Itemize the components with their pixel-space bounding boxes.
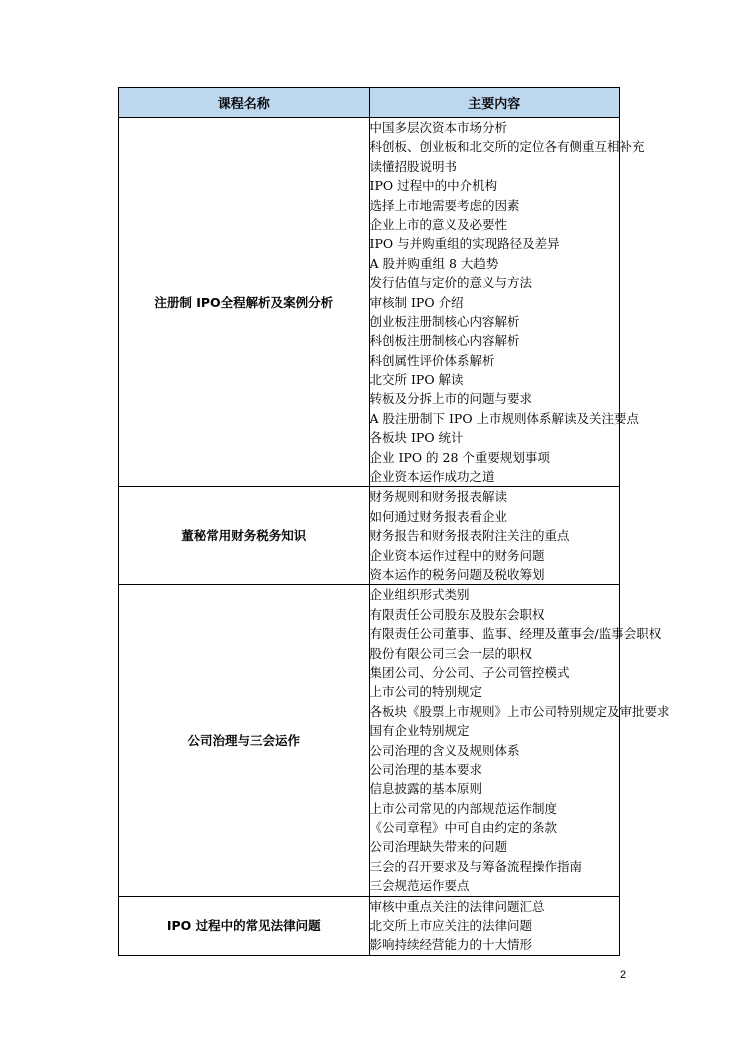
list-item: IPO 与并购重组的实现路径及差异: [369, 236, 560, 252]
list-item: 企业上市的意义及必要性: [369, 216, 508, 232]
list-item: 科创板注册制核心内容解析: [369, 333, 520, 349]
list-item: 企业资本运作过程中的财务问题: [369, 547, 545, 563]
list-item: 读懂招股说明书: [369, 158, 458, 174]
table-row: [119, 896, 620, 955]
list-item: 科创属性评价体系解析: [369, 352, 495, 368]
list-item: 审核中重点关注的法律问题汇总: [369, 898, 545, 914]
list-item: 上市公司的特别规定: [369, 684, 483, 700]
list-item: 有限责任公司股东及股东会职权: [369, 606, 545, 622]
list-item: 创业板注册制核心内容解析: [369, 313, 520, 329]
list-item: 《公司章程》中可自由约定的条款: [369, 820, 558, 836]
table-row: [119, 487, 620, 585]
list-item: 北交所 IPO 解读: [369, 372, 464, 388]
list-item: 公司治理的基本要求: [369, 761, 483, 777]
list-item: A 股并购重组 8 大趋势: [369, 255, 499, 271]
list-item: 如何通过财务报表看企业: [369, 508, 508, 524]
list-item: 集团公司、分公司、子公司管控模式: [369, 664, 570, 680]
table-body: [119, 118, 670, 956]
list-item: 三会的召开要求及与筹备流程操作指南: [369, 858, 583, 874]
course-category: IPO 过程中的常见法律问题: [119, 896, 370, 955]
list-item: 发行估值与定价的意义与方法: [369, 275, 533, 291]
list-item: 国有企业特别规定: [369, 723, 470, 739]
list-item: 各板块《股票上市规则》上市公司特别规定及审批要求: [369, 703, 670, 719]
course-items: [369, 487, 620, 585]
course-category: 公司治理与三会运作: [119, 585, 370, 896]
course-items: [369, 118, 645, 487]
table-header-row: [119, 88, 620, 118]
list-item: 各板块 IPO 统计: [369, 430, 464, 446]
list-item: 上市公司常见的内部规范运作制度: [369, 800, 558, 816]
course-category: 董秘常用财务税务知识: [119, 487, 370, 585]
course-items: [369, 896, 620, 955]
table-row: [119, 585, 620, 896]
course-table: [118, 87, 670, 956]
list-item: 财务报告和财务报表附注关注的重点: [369, 528, 570, 544]
list-item: 科创板、创业板和北交所的定位各有侧重互相补充: [369, 139, 645, 155]
list-item: IPO 过程中的中介机构: [369, 178, 498, 194]
list-item: 信息披露的基本原则: [369, 781, 483, 797]
list-item: 企业组织形式类别: [369, 587, 470, 603]
list-item: 资本运作的税务问题及税收筹划: [369, 566, 545, 582]
list-item: 转板及分拆上市的问题与要求: [369, 391, 533, 407]
table-row: [119, 118, 620, 487]
list-item: 财务规则和财务报表解读: [369, 489, 508, 505]
course-items: [369, 585, 670, 896]
list-item: 公司治理的含义及规则体系: [369, 742, 520, 758]
list-item: 企业 IPO 的 28 个重要规划事项: [369, 449, 550, 465]
list-item: 企业资本运作成功之道: [369, 469, 495, 485]
list-item: 影响持续经营能力的十大情形: [369, 937, 533, 953]
list-item: 北交所上市应关注的法律问题: [369, 918, 533, 934]
list-item: 中国多层次资本市场分析: [369, 120, 508, 135]
list-item: A 股注册制下 IPO 上市规则体系解读及关注要点: [369, 410, 640, 426]
header-course-name: 课程名称: [119, 88, 370, 118]
course-category: 注册制 IPO全程解析及案例分析: [119, 118, 370, 487]
list-item: 选择上市地需要考虑的因素: [369, 197, 520, 213]
list-item: 有限责任公司董事、监事、经理及董事会/监事会职权: [369, 626, 662, 642]
page-number: 2: [620, 969, 627, 981]
list-item: 股份有限公司三会一层的职权: [369, 645, 533, 661]
header-main-content: 主要内容: [369, 88, 620, 118]
list-item: 审核制 IPO 介绍: [369, 294, 464, 310]
list-item: 公司治理缺失带来的问题: [369, 839, 508, 855]
list-item: 三会规范运作要点: [369, 878, 470, 894]
